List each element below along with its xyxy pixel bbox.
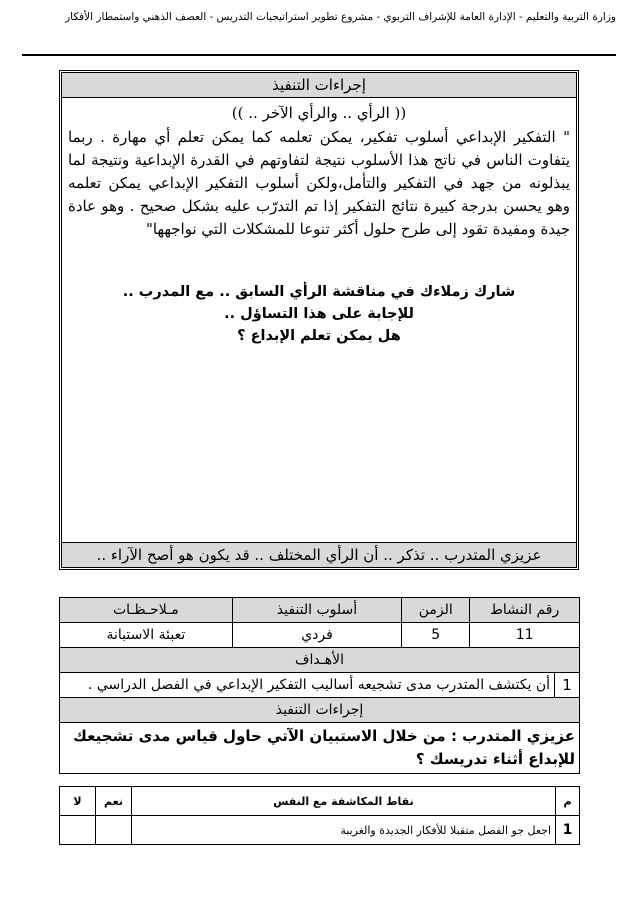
checklist-table <box>59 786 580 845</box>
goal-row <box>60 673 580 698</box>
checklist-header-row <box>60 787 580 816</box>
no-header: لا <box>60 787 96 816</box>
procedures-title-row <box>60 698 580 723</box>
activity-no-header: رقم النشاط <box>470 598 580 623</box>
goal-number: 1 <box>555 673 580 697</box>
execution-title: إجراءات التنفيذ <box>62 73 576 98</box>
no-checkbox-cell[interactable] <box>60 816 96 845</box>
number-header: م <box>556 787 580 816</box>
instruction-row <box>60 723 580 774</box>
quote-title: (( الرأي .. والرأي الآخر .. )) <box>231 104 407 122</box>
method-value: فردي <box>232 623 402 648</box>
goals-title: الأهـداف <box>60 648 580 673</box>
time-value: 5 <box>402 623 470 648</box>
goal-text: أن يكتشف المتدرب مدى تشجيعه أساليب التفكير الإبداعي في الفصل الدراسي . <box>87 677 550 693</box>
discussion-line-3: هل يمكن تعلم الإبداع ؟ <box>237 328 401 344</box>
time-header: الزمن <box>402 598 470 623</box>
discussion-prompt <box>68 281 570 347</box>
notes-header: مـلاحـظـات <box>60 598 233 623</box>
execution-box <box>59 70 579 570</box>
quote-text: " التفكير الإبداعي أسلوب تفكير، يمكن تعلمه كما يمكن تعلم أي مهارة . ربما يتفاوت الناس في ناتج هذا الأسلوب نتيجة لتفاوتهم في القدرة الإبداعية ونتيجة لما يبذلونه من جهد في التفكير والتأمل،ولكن أسلوب التفكير الإبداعي يمكن تعلمه وهو يحسن بدرجة كبيرة نتائج التفكير إذا تم التدرّب عليه بشكل صحيح . وهو عادة جيدة ومفيدة تقود إلى طرح حلول أكثر تنوعا للمشكلات التي نواجهها" <box>68 128 570 238</box>
activity-table <box>59 597 580 774</box>
goals-title-row <box>60 648 580 673</box>
procedures-title: إجراءات التنفيذ <box>60 698 580 723</box>
yes-header: نعم <box>96 787 132 816</box>
item-header: نقاط المكاشفة مع النفس <box>132 787 556 816</box>
method-header: أسلوب التنفيذ <box>232 598 402 623</box>
activity-no-value: 11 <box>470 623 580 648</box>
discussion-line-2: للإجابة على هذا التساؤل .. <box>224 306 414 322</box>
discussion-line-1: شارك زملاءك في مناقشة الرأي السابق .. مع المدرب .. <box>122 284 516 300</box>
instruction-text: عزيزي المتدرب : من خلال الاستبيان الآتي حاول قياس مدى تشجيعك للإبداع أثناء تدريسك ؟ <box>60 723 580 774</box>
page-header: وزارة التربية والتعليم - الإدارة العامة للإشراف التربوي - مشروع تطوير استراتيجيات التدريس - العصف الذهني واستمطار الأفكار <box>65 11 616 23</box>
execution-footer: عزيزي المتدرب .. تذكر .. أن الرأي المختلف .. قد يكون هو أصح الآراء .. <box>62 542 576 567</box>
yes-checkbox-cell[interactable] <box>96 816 132 845</box>
execution-content <box>62 98 576 347</box>
activity-header-row <box>60 598 580 623</box>
activity-value-row <box>60 623 580 648</box>
header-divider <box>22 54 616 56</box>
row-item: اجعل جو الفصل متقبلا للأفكار الجديدة والغريبة <box>132 816 556 845</box>
checklist-row <box>60 816 580 845</box>
row-number: 1 <box>556 816 580 845</box>
notes-value: تعبئة الاستبانة <box>60 623 233 648</box>
